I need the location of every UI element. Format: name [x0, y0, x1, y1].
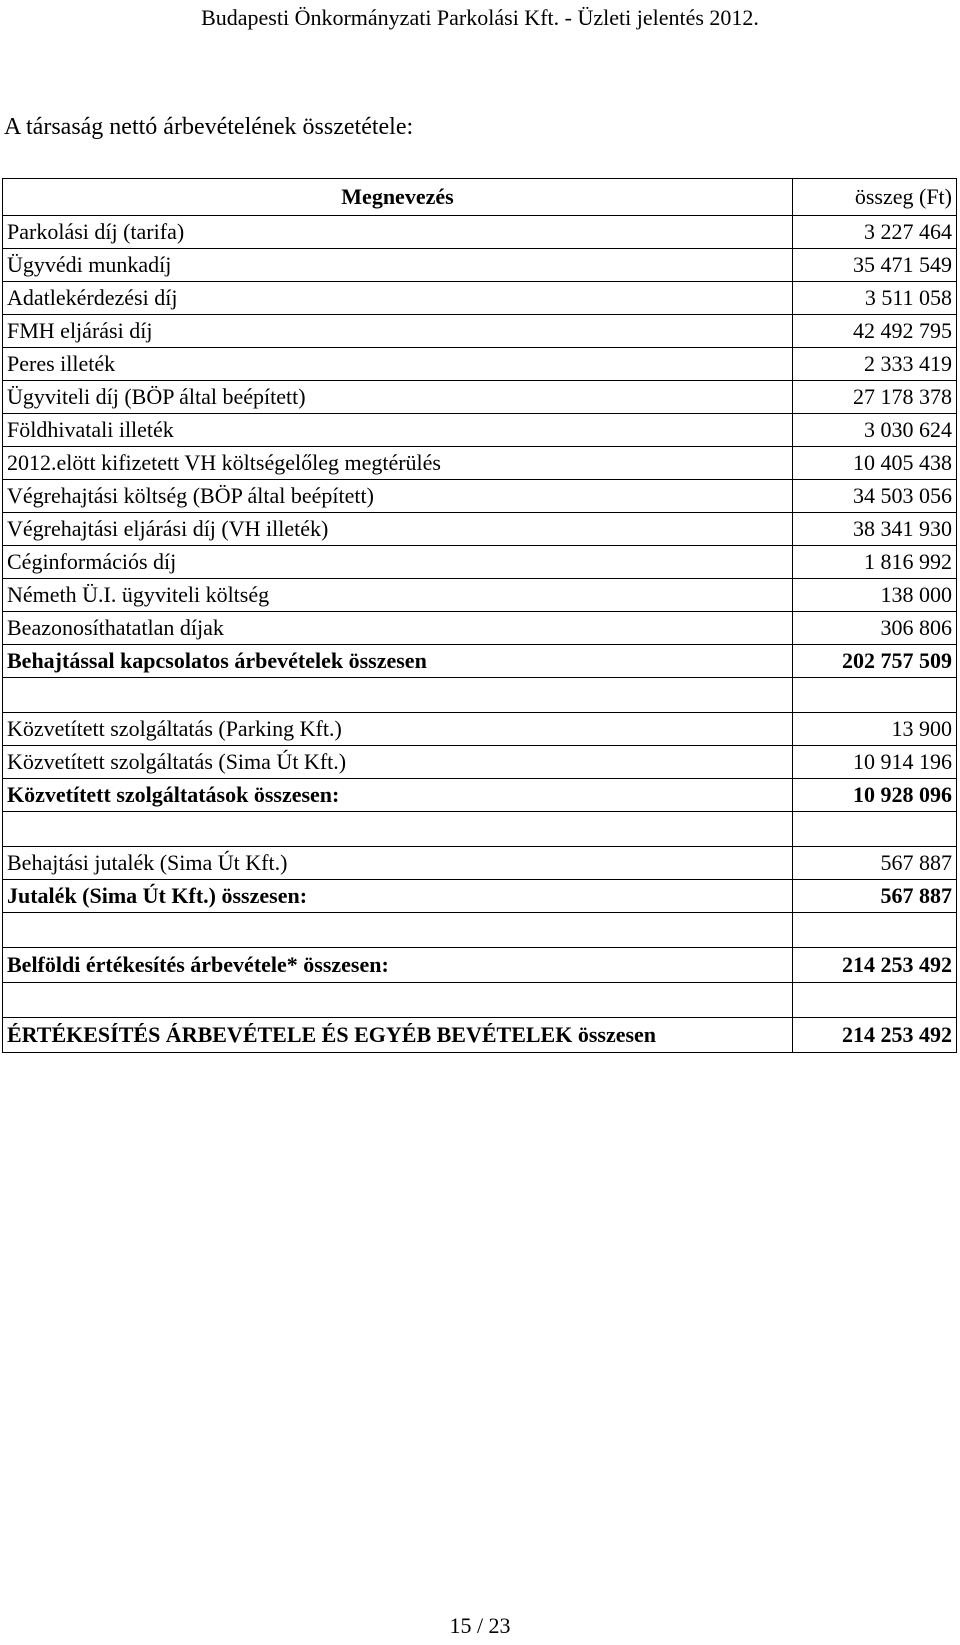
row-name: Parkolási díj (tarifa)	[3, 216, 793, 249]
row-amount: 3 227 464	[793, 216, 957, 249]
row-name: ÉRTÉKESÍTÉS ÁRBEVÉTELE ÉS EGYÉB BEVÉTELEK összesen	[3, 1018, 793, 1053]
row-name: Behajtási jutalék (Sima Út Kft.)	[3, 847, 793, 880]
empty-cell	[793, 983, 957, 1018]
empty-cell	[3, 913, 793, 948]
row-amount: 38 341 930	[793, 513, 957, 546]
table-row	[3, 480, 957, 513]
revenue-table	[2, 178, 957, 1053]
table-row	[3, 348, 957, 381]
subtotal-row-collection	[3, 645, 957, 678]
table-row	[3, 513, 957, 546]
row-name: Behajtással kapcsolatos árbevételek összesen	[3, 645, 793, 678]
table-row	[3, 381, 957, 414]
row-name: Közvetített szolgáltatás (Sima Út Kft.)	[3, 746, 793, 779]
spacer-row	[3, 983, 957, 1018]
table-row	[3, 315, 957, 348]
row-amount: 214 253 492	[793, 948, 957, 983]
row-amount: 567 887	[793, 880, 957, 913]
row-name: FMH eljárási díj	[3, 315, 793, 348]
empty-cell	[3, 812, 793, 847]
empty-cell	[3, 983, 793, 1018]
row-amount: 27 178 378	[793, 381, 957, 414]
total-row-domestic	[3, 948, 957, 983]
column-header-amount: összeg (Ft)	[793, 179, 957, 216]
table-row	[3, 746, 957, 779]
row-name: Céginformációs díj	[3, 546, 793, 579]
table-row	[3, 249, 957, 282]
empty-cell	[793, 812, 957, 847]
row-amount: 306 806	[793, 612, 957, 645]
row-amount: 138 000	[793, 579, 957, 612]
row-amount: 567 887	[793, 847, 957, 880]
row-amount: 214 253 492	[793, 1018, 957, 1053]
table-header-row	[3, 179, 957, 216]
row-amount: 42 492 795	[793, 315, 957, 348]
row-name: Jutalék (Sima Út Kft.) összesen:	[3, 880, 793, 913]
page-header: Budapesti Önkormányzati Parkolási Kft. - Üzleti jelentés 2012.	[201, 5, 759, 30]
row-name: Végrehajtási eljárási díj (VH illeték)	[3, 513, 793, 546]
table-row	[3, 579, 957, 612]
table-row	[3, 612, 957, 645]
row-amount: 2 333 419	[793, 348, 957, 381]
section-intro: A társaság nettó árbevételének összetétele:	[4, 114, 414, 140]
table-row	[3, 847, 957, 880]
row-amount: 10 914 196	[793, 746, 957, 779]
row-name: Földhivatali illeték	[3, 414, 793, 447]
table-row	[3, 282, 957, 315]
subtotal-row-commission	[3, 880, 957, 913]
row-amount: 35 471 549	[793, 249, 957, 282]
row-name: Közvetített szolgáltatás (Parking Kft.)	[3, 713, 793, 746]
row-name: Végrehajtási költség (BÖP által beépített)	[3, 480, 793, 513]
row-name: Ügyvédi munkadíj	[3, 249, 793, 282]
row-amount: 34 503 056	[793, 480, 957, 513]
page-number: 15 / 23	[449, 1613, 511, 1638]
row-amount: 3 030 624	[793, 414, 957, 447]
row-name: 2012.elött kifizetett VH költségelőleg megtérülés	[3, 447, 793, 480]
spacer-row	[3, 913, 957, 948]
row-amount: 10 928 096	[793, 779, 957, 812]
empty-cell	[793, 913, 957, 948]
row-amount: 1 816 992	[793, 546, 957, 579]
table-row	[3, 216, 957, 249]
row-amount: 3 511 058	[793, 282, 957, 315]
table-row	[3, 713, 957, 746]
row-name: Ügyviteli díj (BÖP által beépített)	[3, 381, 793, 414]
subtotal-row-mediated	[3, 779, 957, 812]
empty-cell	[3, 678, 793, 713]
column-header-name: Megnevezés	[3, 179, 793, 216]
table-row	[3, 447, 957, 480]
spacer-row	[3, 678, 957, 713]
row-name: Beazonosíthatatlan díjak	[3, 612, 793, 645]
grand-total-row	[3, 1018, 957, 1053]
row-name: Németh Ü.I. ügyviteli költség	[3, 579, 793, 612]
row-name: Közvetített szolgáltatások összesen:	[3, 779, 793, 812]
row-name: Belföldi értékesítés árbevétele* összesen:	[3, 948, 793, 983]
row-amount: 202 757 509	[793, 645, 957, 678]
table-row	[3, 546, 957, 579]
row-amount: 13 900	[793, 713, 957, 746]
row-name: Adatlekérdezési díj	[3, 282, 793, 315]
empty-cell	[793, 678, 957, 713]
row-name: Peres illeték	[3, 348, 793, 381]
table-row	[3, 414, 957, 447]
spacer-row	[3, 812, 957, 847]
row-amount: 10 405 438	[793, 447, 957, 480]
